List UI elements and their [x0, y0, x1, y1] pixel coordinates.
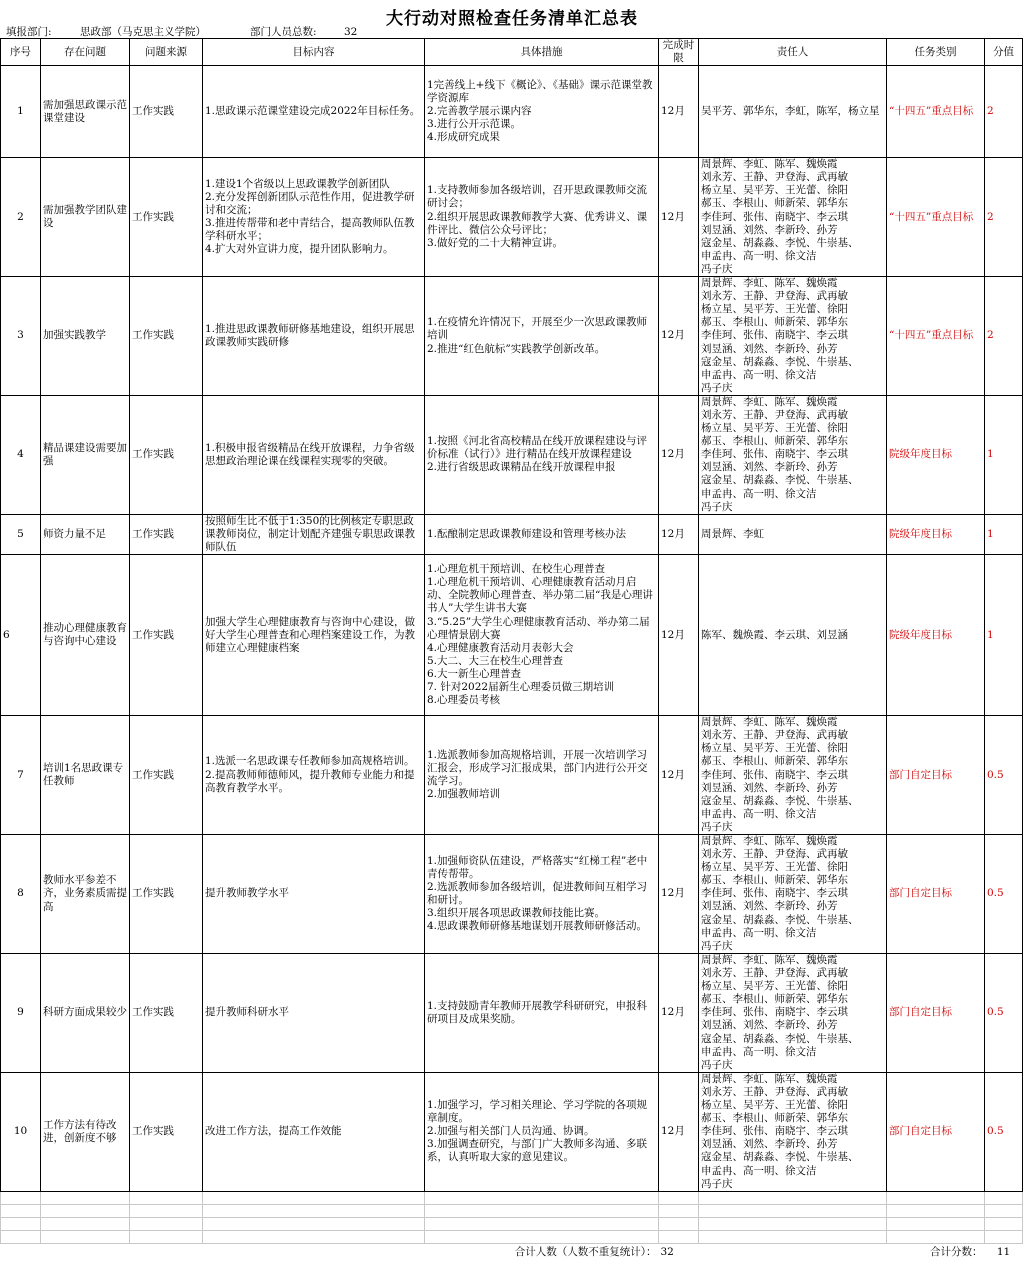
- cell-deadline: 12月: [659, 835, 699, 954]
- cell-category: “十四五”重点目标: [887, 158, 985, 277]
- table-row: [1, 716, 1023, 835]
- cell-source: 工作实践: [130, 954, 203, 1073]
- cell-target: 1.思政课示范课堂建设完成2022年目标任务。: [203, 66, 425, 158]
- cell-deadline: 12月: [659, 1072, 699, 1191]
- cell-score: 1: [985, 514, 1023, 554]
- cell-owner: 周景辉、李虹、陈军、魏焕霞 刘永芳、王静、尹登海、武再敏 杨立星、吴平芳、王光蕾、徐阳 郝玉、李根山、师新荣、郭华东 李佳珂、张伟、南晓宇、李云琪 刘昱涵、刘然、李新玲、孙芳 寇金星、胡淼淼、李悦、牛崇基、 申孟冉、高一明、徐文洁 冯子庆: [699, 835, 887, 954]
- cell-no: 8: [1, 835, 41, 954]
- blank-cell: [887, 1204, 985, 1217]
- cell-score: 1: [985, 395, 1023, 514]
- column-header-problem: 存在问题: [41, 39, 130, 66]
- cell-deadline: 12月: [659, 395, 699, 514]
- cell-category: 院级年度目标: [887, 555, 985, 716]
- dept-label: 填报部门:: [6, 26, 52, 38]
- header-row: [1, 39, 1023, 66]
- cell-measures: 1.加强师资队伍建设，严格落实“红梯工程”老中青传帮带。 2.选派教师参加各级培训，促进教师间互相学习和研讨。 3.组织开展各项思政课教师技能比赛。 4.思政课教师研修基地谋划开展教师研修活动。: [425, 835, 659, 954]
- cell-category: 部门自定目标: [887, 954, 985, 1073]
- cell-category: “十四五”重点目标: [887, 277, 985, 396]
- cell-owner: 周景辉、李虹、陈军、魏焕霞 刘永芳、王静、尹登海、武再敏 杨立星、吴平芳、王光蕾、徐阳 郝玉、李根山、师新荣、郭华东 李佳珂、张伟、南晓宇、李云琪 刘昱涵、刘然、李新玲、孙芳 寇金星、胡淼淼、李悦、牛崇基、 申孟冉、高一明、徐文洁 冯子庆: [699, 954, 887, 1073]
- blank-cell: [659, 1204, 699, 1217]
- cell-source: 工作实践: [130, 395, 203, 514]
- cell-category: 部门自定目标: [887, 1072, 985, 1191]
- cell-score: 0.5: [985, 835, 1023, 954]
- blank-cell: [887, 1230, 985, 1243]
- cell-no: 3: [1, 277, 41, 396]
- table-row: [1, 158, 1023, 277]
- cell-target: 提升教师科研水平: [203, 954, 425, 1073]
- count-label: 部门人员总数:: [250, 26, 317, 38]
- cell-category: 部门自定目标: [887, 716, 985, 835]
- score-total-label: 合计分数：: [930, 1246, 983, 1259]
- cell-target: 1.推进思政课教师研修基地建设，组织开展思政课教师实践研修: [203, 277, 425, 396]
- count-value: 32: [344, 26, 358, 38]
- table-body: [1, 66, 1023, 1262]
- blank-cell: [130, 1204, 203, 1217]
- blank-cell: [425, 1204, 659, 1217]
- cell-measures: 1.支持教师参加各级培训，召开思政课教师交流研讨会； 2.组织开展思政课教师教学大赛、优秀讲义、课件评比、微信公众号评比； 3.做好党的二十大精神宣讲。: [425, 158, 659, 277]
- blank-cell: [985, 1191, 1023, 1204]
- cell-measures: 1.在疫情允许情况下，开展至少一次思政课教师培训 2.推进“红色航标”实践教学创新改革。: [425, 277, 659, 396]
- cell-problem: 需加强教学团队建设: [41, 158, 130, 277]
- cell-measures: 1.按照《河北省高校精品在线开放课程建设与评价标准（试行）》进行精品在线开放课程建设 2.进行省级思政课精品在线开放课程申报: [425, 395, 659, 514]
- cell-target: 改进工作方法，提高工作效能: [203, 1072, 425, 1191]
- cell-score: 1: [985, 555, 1023, 716]
- cell-problem: 培训1名思政课专任教师: [41, 716, 130, 835]
- cell-target: 加强大学生心理健康教育与咨询中心建设，做好大学生心理普查和心理档案建设工作，为教师建立心理健康档案: [203, 555, 425, 716]
- table-row: [1, 66, 1023, 158]
- cell-source: 工作实践: [130, 1072, 203, 1191]
- cell-measures: 1.心理危机干预培训、在校生心理普查 1.心理危机干预培训、心理健康教育活动月启动、全院教师心理普查、举办第二届“我是心理讲书人”大学生讲书大赛 3.“5.25”大学生心理健康教育活动、举办第二届心理情景剧大赛 4.心理健康教育活动月表彰大会 5.大二、大三在校生心理普查 6.大一新生心理普查 7. 针对2022届新生心理委员做三期培训 8.心理委员考核: [425, 555, 659, 716]
- blank-cell: [1, 1191, 41, 1204]
- cell-owner: 吴平芳、郭华东，李虹，陈军，杨立星: [699, 66, 887, 158]
- column-header-measures: 具体措施: [425, 39, 659, 66]
- cell-score: 0.5: [985, 1072, 1023, 1191]
- cell-problem: 精品课建设需要加强: [41, 395, 130, 514]
- cell-score: 2: [985, 277, 1023, 396]
- cell-problem: 需加强思政课示范课堂建设: [41, 66, 130, 158]
- cell-source: 工作实践: [130, 555, 203, 716]
- cell-owner: 周景辉、李虹、陈军、魏焕霞 刘永芳、王静、尹登海、武再敏 杨立星、吴平芳、王光蕾、徐阳 郝玉、李根山、师新荣、郭华东 李佳珂、张伟、南晓宇、李云琪 刘昱涵、刘然、李新玲、孙芳 寇金星、胡淼淼、李悦、牛崇基、 申孟冉、高一明、徐文洁 冯子庆: [699, 716, 887, 835]
- blank-row: [1, 1217, 1023, 1230]
- blank-cell: [887, 1217, 985, 1230]
- score-total-value: 11: [996, 1246, 1011, 1259]
- cell-owner: 周景辉、李虹、陈军、魏焕霞 刘永芳、王静、尹登海、武再敏 杨立星、吴平芳、王光蕾、徐阳 郝玉、李根山、师新荣、郭华东 李佳珂、张伟、南晓宇、李云琪 刘昱涵、刘然、李新玲、孙芳 寇金星、胡淼淼、李悦、牛崇基、 申孟冉、高一明、徐文洁 冯子庆: [699, 395, 887, 514]
- cell-source: 工作实践: [130, 514, 203, 554]
- blank-cell: [985, 1217, 1023, 1230]
- cell-category: 院级年度目标: [887, 514, 985, 554]
- table-row: [1, 555, 1023, 716]
- blank-cell: [425, 1217, 659, 1230]
- cell-source: 工作实践: [130, 835, 203, 954]
- blank-cell: [1, 1204, 41, 1217]
- cell-measures: 1完善线上+线下《概论》、《基础》课示范课堂教学资源库 2.完善教学展示课内容 3.进行公开示范课。 4.形成研究成果: [425, 66, 659, 158]
- blank-cell: [659, 1217, 699, 1230]
- blank-cell: [203, 1217, 425, 1230]
- summary-row: [1, 1243, 1023, 1262]
- cell-target: 1.积极申报省级精品在线开放课程，力争省级思想政治理论课在线课程实现零的突破。: [203, 395, 425, 514]
- cell-owner: 周景辉、李虹、陈军、魏焕霞 刘永芳、王静、尹登海、武再敏 杨立星、吴平芳、王光蕾、徐阳 郝玉、李根山、师新荣、郭华东 李佳珂、张伟、南晓宇、李云琪 刘昱涵、刘然、李新玲、孙芳 寇金星、胡淼淼、李悦、牛崇基、 申孟冉、高一明、徐文洁 冯子庆: [699, 1072, 887, 1191]
- cell-category: 院级年度目标: [887, 395, 985, 514]
- cell-deadline: 12月: [659, 514, 699, 554]
- column-header-category: 任务类别: [887, 39, 985, 66]
- cell-deadline: 12月: [659, 954, 699, 1073]
- blank-cell: [130, 1230, 203, 1243]
- cell-problem: 科研方面成果较少: [41, 954, 130, 1073]
- blank-cell: [1, 1217, 41, 1230]
- cell-deadline: 12月: [659, 158, 699, 277]
- cell-problem: 教师水平参差不齐，业务素质需提高: [41, 835, 130, 954]
- column-header-owner: 责任人: [699, 39, 887, 66]
- cell-source: 工作实践: [130, 277, 203, 396]
- blank-row: [1, 1230, 1023, 1243]
- cell-no: 1: [1, 66, 41, 158]
- cell-no: 7: [1, 716, 41, 835]
- blank-cell: [659, 1191, 699, 1204]
- cell-problem: 工作方法有待改进，创新度不够: [41, 1072, 130, 1191]
- cell-owner: 周景辉、李虹、陈军、魏焕霞 刘永芳、王静、尹登海、武再敏 杨立星、吴平芳、王光蕾、徐阳 郝玉、李根山、师新荣、郭华东 李佳珂、张伟、南晓宇、李云琪 刘昱涵、刘然、李新玲、孙芳 寇金星、胡淼淼、李悦、牛崇基、 申孟冉、高一明、徐文洁 冯子庆: [699, 158, 887, 277]
- blank-cell: [41, 1191, 130, 1204]
- blank-cell: [41, 1204, 130, 1217]
- cell-score: 2: [985, 158, 1023, 277]
- cell-target: 1.建设1个省级以上思政课教学创新团队 2.充分发挥创新团队示范性作用，促进教学研讨和交流； 3.推进传帮带和老中青结合，提高教师队伍教学科研水平； 4.扩大对外宣讲力度，提升团队影响力。: [203, 158, 425, 277]
- blank-cell: [699, 1191, 887, 1204]
- cell-target: 提升教师教学水平: [203, 835, 425, 954]
- cell-no: 6: [1, 555, 41, 716]
- blank-cell: [985, 1230, 1023, 1243]
- cell-no: 9: [1, 954, 41, 1073]
- blank-cell: [659, 1230, 699, 1243]
- cell-measures: 1.加强学习，学习相关理论、学习学院的各项规章制度。 2.加强与相关部门人员沟通、协调。 3.加强调查研究，与部门广大教师多沟通、多联系，认真听取大家的意见建议。: [425, 1072, 659, 1191]
- blank-row: [1, 1191, 1023, 1204]
- dept-value: 思政部（马克思主义学院）: [80, 26, 206, 38]
- cell-measures: 1.支持鼓励青年教师开展教学科研研究，申报科研项目及成果奖励。: [425, 954, 659, 1073]
- cell-category: “十四五”重点目标: [887, 66, 985, 158]
- task-table: [0, 38, 1023, 1262]
- cell-deadline: 12月: [659, 716, 699, 835]
- blank-row: [1, 1204, 1023, 1217]
- table-row: [1, 514, 1023, 554]
- blank-cell: [887, 1191, 985, 1204]
- cell-measures: 1.选派教师参加高规格培训，开展一次培训学习汇报会，形成学习汇报成果，部门内进行公开交流学习。 2.加强教师培训: [425, 716, 659, 835]
- column-header-no: 序号: [1, 39, 41, 66]
- cell-owner: 陈军、魏焕霞、李云琪、刘昱涵: [699, 555, 887, 716]
- cell-deadline: 12月: [659, 555, 699, 716]
- summary-spacer: [699, 1243, 887, 1262]
- table-row: [1, 395, 1023, 514]
- blank-cell: [1, 1230, 41, 1243]
- cell-source: 工作实践: [130, 716, 203, 835]
- cell-no: 4: [1, 395, 41, 514]
- people-total-value: 32: [660, 1246, 674, 1259]
- blank-cell: [41, 1217, 130, 1230]
- cell-target: 1.选派一名思政课专任教师参加高规格培训。 2.提高教师师德师风，提升教师专业能力和提高教育教学水平。: [203, 716, 425, 835]
- blank-cell: [699, 1230, 887, 1243]
- cell-score: 0.5: [985, 716, 1023, 835]
- cell-category: 部门自定目标: [887, 835, 985, 954]
- table-row: [1, 835, 1023, 954]
- cell-deadline: 12月: [659, 277, 699, 396]
- blank-cell: [699, 1204, 887, 1217]
- cell-no: 10: [1, 1072, 41, 1191]
- cell-problem: 师资力量不足: [41, 514, 130, 554]
- blank-cell: [203, 1230, 425, 1243]
- cell-score: 0.5: [985, 954, 1023, 1073]
- blank-cell: [203, 1191, 425, 1204]
- blank-cell: [985, 1204, 1023, 1217]
- blank-cell: [425, 1191, 659, 1204]
- blank-cell: [130, 1217, 203, 1230]
- page-title: 大行动对照检查任务清单汇总表: [386, 9, 638, 29]
- cell-owner: 周景辉、李虹: [699, 514, 887, 554]
- cell-problem: 推动心理健康教育与咨询中心建设: [41, 555, 130, 716]
- blank-cell: [699, 1217, 887, 1230]
- cell-deadline: 12月: [659, 66, 699, 158]
- table-row: [1, 954, 1023, 1073]
- cell-problem: 加强实践教学: [41, 277, 130, 396]
- column-header-score: 分值: [985, 39, 1023, 66]
- blank-cell: [41, 1230, 130, 1243]
- cell-owner: 周景辉、李虹、陈军、魏焕霞 刘永芳、王静、尹登海、武再敏 杨立星、吴平芳、王光蕾、徐阳 郝玉、李根山、师新荣、郭华东 李佳珂、张伟、南晓宇、李云琪 刘昱涵、刘然、李新玲、孙芳 寇金星、胡淼淼、李悦、牛崇基、 申孟冉、高一明、徐文洁 冯子庆: [699, 277, 887, 396]
- people-total-label: 合计人数（人数不重复统计）：: [514, 1246, 657, 1259]
- cell-source: 工作实践: [130, 66, 203, 158]
- cell-measures: 1.酝酿制定思政课教师建设和管理考核办法: [425, 514, 659, 554]
- cell-no: 2: [1, 158, 41, 277]
- blank-cell: [130, 1191, 203, 1204]
- blank-cell: [203, 1204, 425, 1217]
- table-row: [1, 1072, 1023, 1191]
- cell-no: 5: [1, 514, 41, 554]
- blank-cell: [425, 1230, 659, 1243]
- cell-target: 按照师生比不低于1:350的比例核定专职思政课教师岗位，制定计划配齐建强专职思政课教师队伍: [203, 514, 425, 554]
- column-header-source: 问题来源: [130, 39, 203, 66]
- column-header-deadline: 完成时限: [659, 39, 699, 66]
- table-row: [1, 277, 1023, 396]
- cell-source: 工作实践: [130, 158, 203, 277]
- column-header-target: 目标内容: [203, 39, 425, 66]
- cell-score: 2: [985, 66, 1023, 158]
